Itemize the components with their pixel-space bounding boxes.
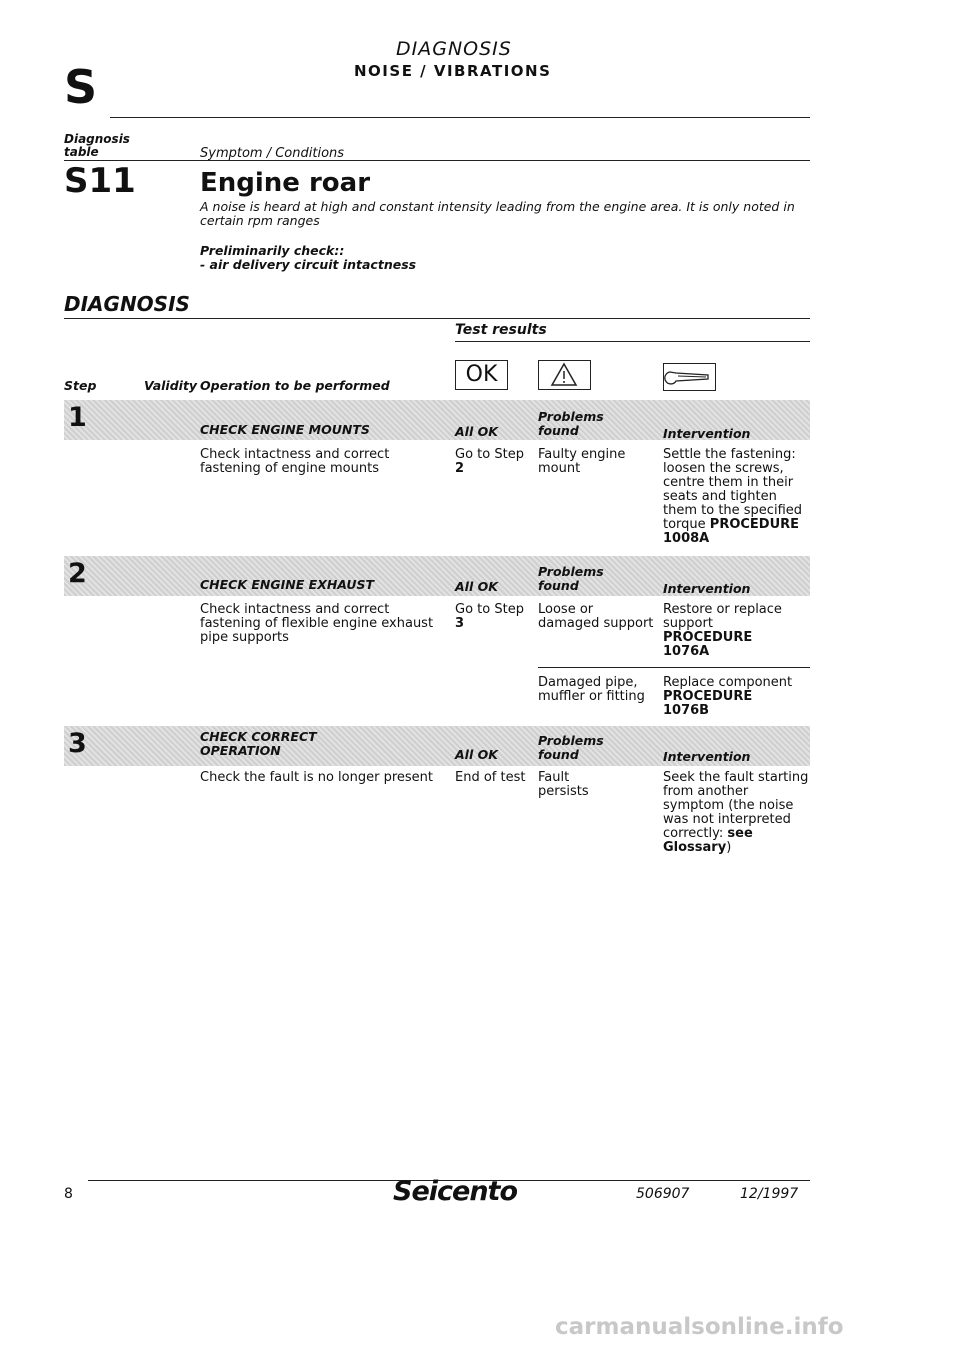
step-3-intervention-glossary: see Glossary bbox=[663, 826, 753, 855]
step-2-problems: Problems found bbox=[538, 564, 604, 593]
header-title: DIAGNOSIS bbox=[396, 38, 512, 60]
step-1-intervention-procedure: PROCEDURE 1008A bbox=[663, 517, 800, 546]
symptom-title: Engine roar bbox=[200, 168, 371, 198]
step-2-intervention-block bbox=[663, 603, 783, 659]
col-operation: Operation to be performed bbox=[200, 378, 390, 393]
step-1-ok-result-text: Go to Step bbox=[455, 447, 524, 462]
step-1-problems: Problems found bbox=[538, 409, 604, 438]
symptom-rule bbox=[64, 160, 810, 161]
step-2-intervention-block-2 bbox=[663, 676, 803, 718]
step-2-operation: Check intactness and correct fastening of flexible engine exhaust pipe supports bbox=[200, 602, 434, 645]
step-2-intervention-text: Restore or replace support bbox=[663, 602, 782, 631]
preliminary-check-item: - air delivery circuit intactness bbox=[200, 257, 417, 272]
step-2-intervention: Intervention bbox=[663, 581, 751, 596]
step-2-number: 2 bbox=[68, 558, 87, 589]
step-2-intervention-procedure: PROCEDURE 1076A bbox=[663, 630, 753, 659]
step-3-intervention-block bbox=[663, 771, 813, 855]
step-3-title: CHECK CORRECT OPERATION bbox=[200, 729, 317, 758]
step-2-intervention-procedure-2: PROCEDURE 1076B bbox=[663, 689, 753, 718]
step-3-problems: Problems found bbox=[538, 733, 604, 762]
test-results-label: Test results bbox=[455, 322, 547, 338]
warning-triangle-icon bbox=[538, 360, 591, 390]
step-2-all-ok: All OK bbox=[455, 579, 498, 594]
section-letter: S bbox=[64, 60, 98, 114]
doc-date: 12/1997 bbox=[740, 1186, 799, 1202]
step-2-intervention-text-2: Replace component bbox=[663, 675, 793, 690]
col-step: Step bbox=[64, 378, 97, 393]
step-3-ok-result: End of test bbox=[455, 770, 526, 785]
ok-icon-label: OK bbox=[465, 362, 498, 387]
step-1-intervention-block bbox=[663, 448, 810, 546]
step-1-operation: Check intactness and correct fastening of engine mounts bbox=[200, 447, 390, 476]
step-3-problem-text: Fault persists bbox=[538, 770, 589, 799]
symptom-code: S11 bbox=[64, 161, 136, 201]
diagnosis-heading: DIAGNOSIS bbox=[64, 292, 190, 316]
wrench-icon bbox=[663, 363, 716, 391]
symptom-description: A noise is heard at high and constant intensity leading from the engine area. It is only noted in certain rpm ranges bbox=[200, 199, 795, 228]
step-1-problem-text: Faulty engine mount bbox=[538, 447, 626, 476]
diagnosis-rule bbox=[64, 318, 810, 319]
step-1-number: 1 bbox=[68, 402, 87, 433]
step-2-problem-text-2: Damaged pipe, muffler or fitting bbox=[538, 675, 645, 704]
preliminary-check bbox=[200, 244, 416, 272]
step-3-intervention-text: Seek the fault starting from another symptom (the noise was not interpreted correctly: bbox=[663, 770, 809, 841]
step-1-intervention-text: Settle the fastening: loosen the screws, centre them in their seats and tighten them to the specified torque bbox=[663, 447, 803, 532]
header-subtitle: NOISE / VIBRATIONS bbox=[354, 62, 552, 80]
ok-icon bbox=[455, 360, 508, 390]
step-2-ok-step: 3 bbox=[455, 616, 465, 631]
step-2-sub-rule bbox=[538, 667, 810, 668]
diagnosis-table-label: Diagnosis table bbox=[64, 132, 130, 159]
step-2-problem-text: Loose or damaged support bbox=[538, 602, 654, 631]
symptom-conditions-label: Symptom / Conditions bbox=[200, 146, 345, 161]
step-3-intervention: Intervention bbox=[663, 749, 751, 764]
col-validity: Validity bbox=[144, 378, 198, 393]
header-rule bbox=[110, 117, 810, 118]
step-3-all-ok: All OK bbox=[455, 747, 498, 762]
step-3-number: 3 bbox=[68, 728, 87, 759]
page-number: 8 bbox=[64, 1186, 73, 1202]
step-1-title: CHECK ENGINE MOUNTS bbox=[200, 422, 370, 437]
step-3-operation: Check the fault is no longer present bbox=[200, 770, 434, 785]
step-3-intervention-tail: ) bbox=[726, 840, 732, 855]
step-2-ok-result-text: Go to Step bbox=[455, 602, 524, 617]
preliminary-check-label: Preliminarily check:: bbox=[200, 243, 345, 258]
step-1-ok-result bbox=[455, 448, 524, 476]
doc-code: 506907 bbox=[636, 1186, 690, 1202]
test-results-rule bbox=[455, 341, 810, 342]
step-1-ok-step: 2 bbox=[455, 461, 465, 476]
watermark: carmanualsonline.info bbox=[555, 1314, 844, 1340]
step-1-all-ok: All OK bbox=[455, 424, 498, 439]
step-1-intervention: Intervention bbox=[663, 426, 751, 441]
brand-logo: Seicento bbox=[393, 1176, 518, 1207]
step-2-ok-result bbox=[455, 603, 524, 631]
step-2-title: CHECK ENGINE EXHAUST bbox=[200, 577, 375, 592]
